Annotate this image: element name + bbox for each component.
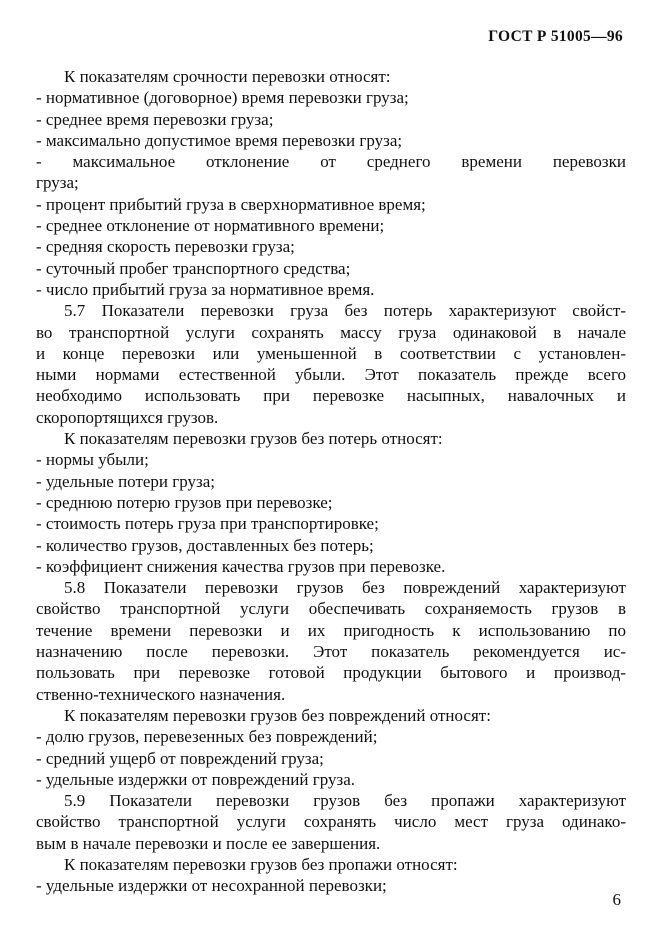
list-item: - нормы убыли;: [36, 450, 149, 470]
list-item: - максимально допустимое время перевозки груза;: [36, 130, 403, 150]
list-item: - коэффициент снижения качества грузов при перевозке.: [36, 556, 446, 576]
list-item: - максимальное отклонение от среднего времени перевозки: [36, 152, 626, 172]
text-line: К показателям перевозки грузов без пропажи относят:: [64, 854, 458, 874]
running-header: ГОСТ Р 51005—96: [488, 28, 623, 45]
list-item: - среднее отклонение от нормативного времени;: [36, 216, 385, 236]
list-item: - долю грузов, перевезенных без повреждений;: [36, 727, 378, 747]
text-line: К показателям срочности перевозки относят:: [64, 67, 391, 86]
text-line: течение времени перевозки и их пригодность к использованию по: [36, 620, 626, 640]
text-line: назначению после перевозки. Этот показатель рекомендуется ис-: [36, 642, 626, 662]
text-line: ными нормами естественной убыли. Этот показатель прежде всего: [36, 365, 626, 385]
list-item: - суточный пробег транспортного средства;: [36, 258, 351, 278]
text-line: свойство транспортной услуги сохранять число мест груза одинако-: [36, 812, 626, 832]
page-body: [36, 66, 626, 897]
text-line: К показателям перевозки грузов без повреждений относят:: [64, 705, 491, 725]
list-item: - удельные издержки от несохранной перевозки;: [36, 876, 387, 896]
list-item: - процент прибытий груза в сверхнормативное время;: [36, 194, 426, 214]
text-line: К показателям перевозки грузов без потерь относят:: [64, 429, 443, 449]
list-item: - количество грузов, доставленных без потерь;: [36, 535, 374, 555]
text-line: вым в начале перевозки и после ее завершения.: [36, 833, 381, 853]
list-item: - средний ущерб от повреждений груза;: [36, 748, 324, 768]
page-number: 6: [612, 890, 621, 909]
text-line: свойство транспортной услуги обеспечивать сохраняемость грузов в: [36, 599, 626, 619]
text-line: во транспортной услуги сохранять массу груза одинаковой в начале: [36, 322, 626, 342]
text-line: ственно-технического назначения.: [36, 684, 286, 704]
text-line: и конце перевозки или уменьшенной в соответствии с установлен-: [36, 343, 626, 363]
text-line: 5.8 Показатели перевозки грузов без повреждений характеризуют: [64, 578, 626, 598]
text-line: скоропортящихся грузов.: [36, 407, 219, 427]
list-item: - средняя скорость перевозки груза;: [36, 237, 295, 257]
list-item: - среднюю потерю грузов при перевозке;: [36, 492, 333, 512]
list-item: - стоимость потерь груза при транспортировке;: [36, 514, 379, 534]
text-line: 5.7 Показатели перевозки груза без потерь характеризуют свойст-: [64, 301, 626, 321]
list-item: - среднее время перевозки груза;: [36, 109, 274, 129]
text-line: 5.9 Показатели перевозки грузов без пропажи характеризуют: [64, 791, 626, 811]
list-item: - число прибытий груза за нормативное время.: [36, 279, 375, 299]
text-line: пользовать при перевозке готовой продукции бытового и производ-: [36, 663, 626, 683]
list-item: - удельные потери груза;: [36, 471, 216, 491]
list-item: - удельные издержки от повреждений груза.: [36, 769, 356, 789]
text-line: необходимо использовать при перевозке насыпных, навалочных и: [36, 386, 626, 406]
list-item: - нормативное (договорное) время перевозки груза;: [36, 88, 409, 108]
text-line: груза;: [36, 173, 79, 193]
